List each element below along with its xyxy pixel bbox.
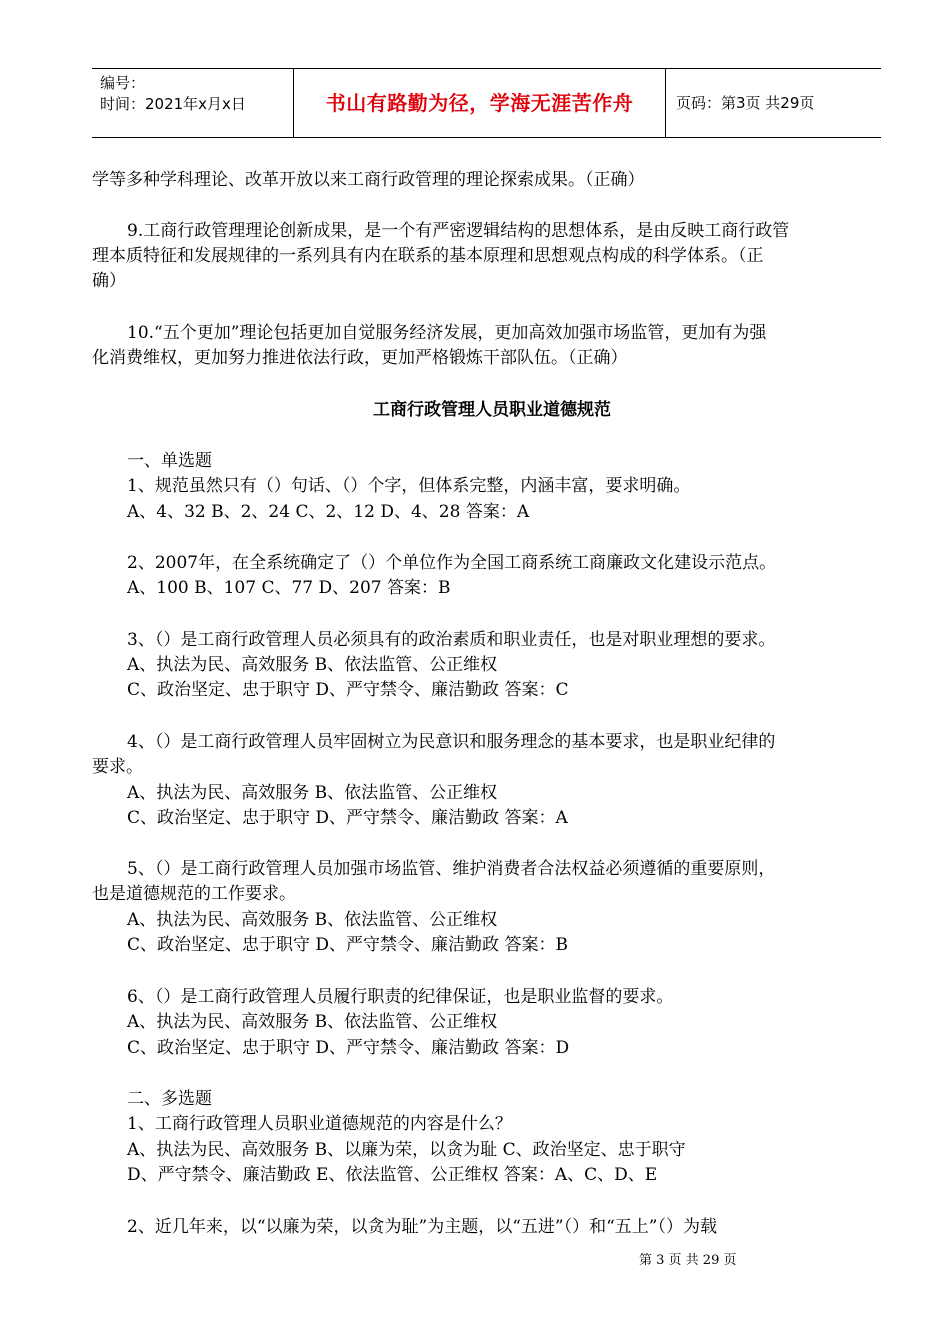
question-options: A、执法为民、高效服务 B、依法监管、公正维权 <box>127 655 498 675</box>
question-text: 5、（）是工商行政管理人员加强市场监管、维护消费者合法权益必须遵循的重要原则， <box>127 859 776 879</box>
question-options: A、执法为民、高效服务 B、依法监管、公正维权 <box>127 783 498 803</box>
question-options: A、执法为民、高效服务 B、依法监管、公正维权 <box>127 910 498 930</box>
section-heading: 二、多选题 <box>127 1089 212 1109</box>
header-page-number: 页码：第3页 共29页 <box>676 94 815 112</box>
question-text: 1、工商行政管理人员职业道德规范的内容是什么？ <box>127 1114 512 1134</box>
question-text: 2、2007年，在全系统确定了（）个单位作为全国工商系统工商廉政文化建设示范点。 <box>127 553 777 573</box>
paragraph-line: 9.工商行政管理理论创新成果，是一个有严密逻辑结构的思想体系，是由反映工商行政管 <box>127 221 790 241</box>
paragraph-line: 10.“五个更加”理论包括更加自觉服务经济发展，更加高效加强市场监管，更加有为强 <box>127 323 767 343</box>
paragraph-line: 确） <box>92 271 126 291</box>
question-options: C、政治坚定、忠于职守 D、严守禁令、廉洁勤政 答案：D <box>127 1038 570 1058</box>
question-text: 6、（）是工商行政管理人员履行职责的纪律保证，也是职业监督的要求。 <box>127 987 674 1007</box>
paragraph-line: 学等多种学科理论、改革开放以来工商行政管理的理论探索成果。（正确） <box>92 170 645 190</box>
section-title: 工商行政管理人员职业道德规范 <box>373 400 611 420</box>
paragraph-line: 理本质特征和发展规律的一系列具有内在联系的基本原理和思想观点构成的科学体系。（正 <box>92 246 764 266</box>
question-options: A、4、32 B、2、24 C、2、12 D、4、28 答案：A <box>127 502 530 522</box>
question-text: 2、近几年来，以“以廉为荣，以贪为耻”为主题，以“五进”（）和“五上”（）为载 <box>127 1217 717 1237</box>
header-motto: 书山有路勤为径，学海无涯苦作舟 <box>293 69 666 137</box>
question-options: A、执法为民、高效服务 B、以廉为荣，以贪为耻 C、政治坚定、忠于职守 <box>127 1140 686 1160</box>
section-heading: 一、单选题 <box>127 451 212 471</box>
question-options: A、100 B、107 C、77 D、207 答案：B <box>127 578 451 598</box>
document-number-label: 编号： <box>100 74 146 92</box>
paragraph-line: 化消费维权，更加努力推进依法行政，更加严格锻炼干部队伍。（正确） <box>92 348 628 368</box>
question-text: 也是道德规范的工作要求。 <box>92 884 296 904</box>
question-options: C、政治坚定、忠于职守 D、严守禁令、廉洁勤政 答案：C <box>127 680 569 700</box>
page-header <box>92 68 881 138</box>
question-options: D、严守禁令、廉洁勤政 E、依法监管、公正维权 答案：A、C、D、E <box>127 1165 658 1185</box>
question-text: 1、规范虽然只有（）句话、（）个字，但体系完整，内涵丰富，要求明确。 <box>127 476 691 496</box>
question-text: 4、（）是工商行政管理人员牢固树立为民意识和服务理念的基本要求，也是职业纪律的 <box>127 732 776 752</box>
question-options: C、政治坚定、忠于职守 D、严守禁令、廉洁勤政 答案：B <box>127 935 568 955</box>
question-text: 3、（）是工商行政管理人员必须具有的政治素质和职业责任，也是对职业理想的要求。 <box>127 630 776 650</box>
question-text: 要求。 <box>92 757 143 777</box>
document-time-label: 时间：2021年x月x日 <box>100 95 246 113</box>
page-footer: 第 3 页 共 29 页 <box>639 1253 737 1268</box>
question-options: A、执法为民、高效服务 B、依法监管、公正维权 <box>127 1012 498 1032</box>
question-options: C、政治坚定、忠于职守 D、严守禁令、廉洁勤政 答案：A <box>127 808 568 828</box>
header-meta <box>92 69 293 137</box>
